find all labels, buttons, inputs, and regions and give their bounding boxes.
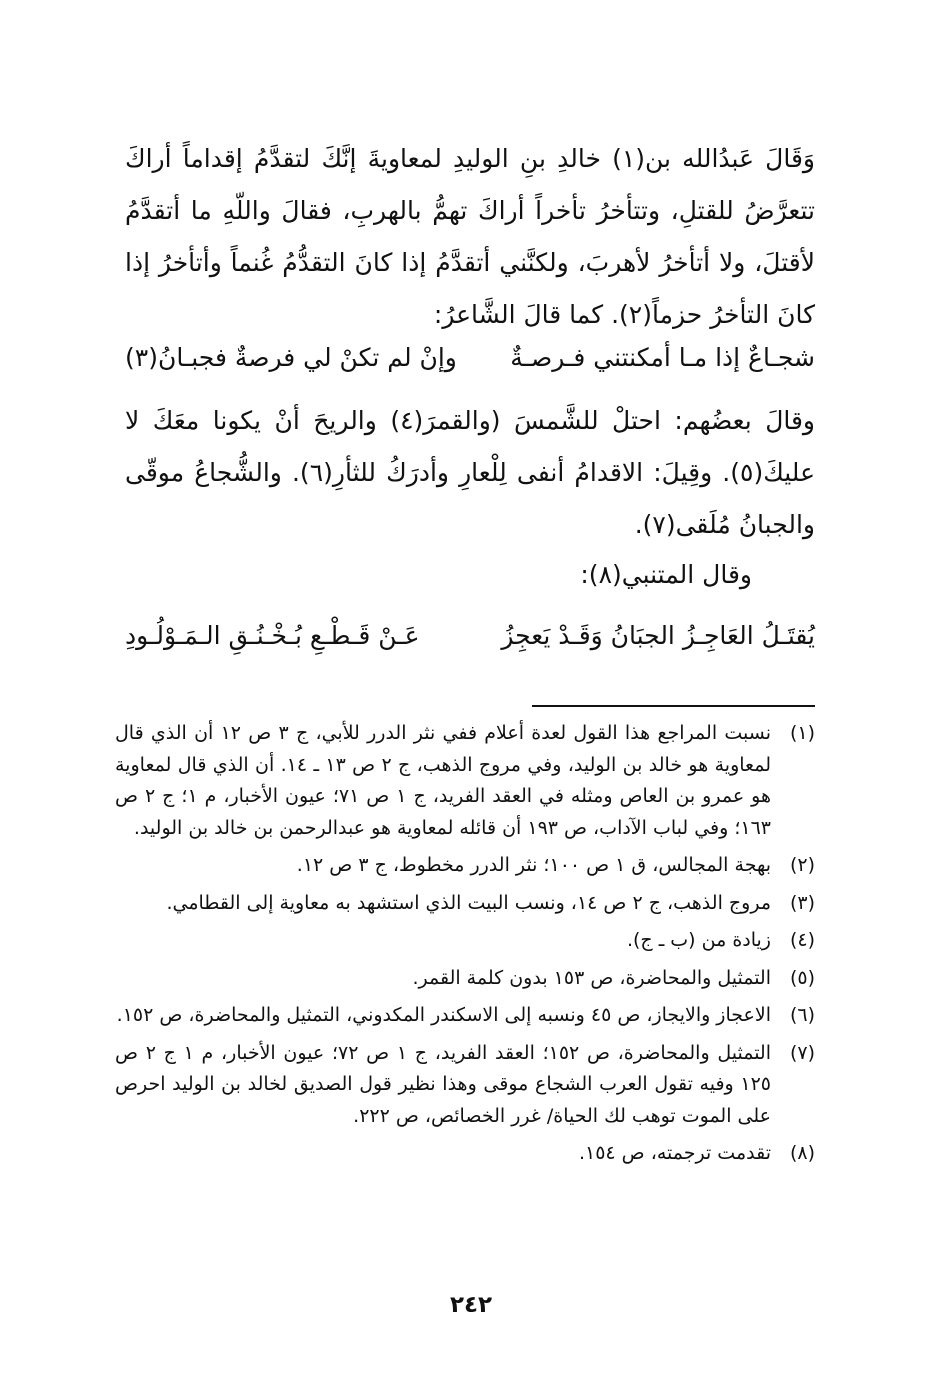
footnote-text: نسبت المراجع هذا القول لعدة أعلام ففي نثر الدرر للأبي، ج ٣ ص ١٢ أن الذي قال لمعاوية هو خالد بن الوليد، وفي مروج الذهب، ج ٢ ص ١٣ ـ ١٤. أن الذي قال لمعاوية هو عمرو بن العاص ومثله في العقد الفريد، ج ١ ص ٧١؛ عيون الأخبار، م ١؛ ج ٢ ص ١٦٣؛ وفي لباب الآداب، ص ١٩٣ أن قائله لمعاوية هو عبدالرحمن بن خالد بن الوليد. (115, 722, 771, 839)
footnote-text: التمثيل والمحاضرة، ص ١٥٣ بدون كلمة القمر. (412, 966, 771, 989)
paragraph-khalid-quote: وَقَالَ عَبدُالله بن(١) خالدِ بنِ الوليدِ لمعاويةَ إنَّكَ لتقدَّمُ إقداماً أراكَ تتعرَّضُ للقتلِ، وتتأخرُ تأخراً أراكَ تهمُّ بالهربِ، فقالَ واللّهِ ما أتقدَّمُ لأقتلَ، ولا أتأخرُ لأهربَ، ولكنَّني أتقدَّمُ إذا كانَ التقدُّمُ غُنماً وأتأخرُ إذا كانَ التأخرُ حزماً(٢). كما قالَ الشَّاعرُ: (125, 144, 815, 329)
footnote-number: (١) (789, 722, 815, 744)
footnote-text: بهجة المجالس، ق ١ ص ١٠٠؛ نثر الدرر مخطوط، ج ٣ ص ١٢. (296, 854, 771, 876)
footnote-number: (٦) (789, 1004, 815, 1026)
footnote-text: التمثيل والمحاضرة، ص ١٥٢؛ العقد الفريد، ج ١ ص ٧٢؛ عيون الأخبار، م ١ ج ٢ ص ١٢٥ وفيه تقول العرب الشجاع موقى وهذا نظير قول الصديق لخالد بن الوليد احرص على الموت توهب لك الحياة/ غرر الخصائص، ص ٢٢٢. (115, 1041, 771, 1127)
footnote-text: مروج الذهب، ج ٢ ص ١٤، ونسب البيت الذي استشهد به معاوية إلى القطامي. (166, 891, 771, 914)
poem-verse-1-second-hemistich: وإنْ لم تكنْ لي فرصةٌ فجبـانُ(٣) (125, 343, 457, 372)
paragraph-sayings: وقالَ بعضُهم: احتلْ للشَّمسَ (والقمرَ(٤) والريحَ أنْ يكونا معَكَ لا عليكَ(٥). وقِيلَ: الاقدامُ أنفى لِلْعارِ وأدرَكُ للثأرِ(٦). والشُّجاعُ موقّى والجبانُ مُلَقى(٧). (125, 406, 815, 539)
footnote-separator-rule (532, 705, 815, 707)
poem-intro-mutanabbi: وقال المتنبي(٨): (580, 560, 752, 589)
footnote-item (115, 1038, 815, 1133)
poem-verse-2-first-hemistich: يُقتَـلُ العَاجِـزُ الجبَانُ وَقَـدْ يَعجِزُ (501, 621, 815, 650)
footnote-item (115, 850, 815, 882)
poem-verse-2-second-hemistich: عَـنْ قَـطْـعِ بُـخْـنُـقِ الـمَـوْلُـودِ (125, 621, 420, 650)
page-number: ٢٤٢ (449, 1292, 493, 1318)
footnote-item (115, 718, 815, 844)
footnote-number: (٧) (789, 1041, 815, 1064)
footnote-item (115, 963, 815, 995)
poem-verse-2 (125, 616, 815, 656)
poem-verse-1-first-hemistich: شجـاعٌ إذا مـا أمكنتني فـرصـةٌ (510, 343, 815, 372)
poem-verse-1 (125, 338, 815, 378)
footnote-text: زيادة من (ب ـ ج). (626, 929, 771, 951)
footnote-number: (٤) (789, 929, 815, 951)
footnote-item (115, 888, 815, 920)
footnotes-section (115, 718, 815, 1176)
footnote-number: (٥) (789, 966, 815, 989)
footnote-item (115, 1138, 815, 1170)
footnote-item (115, 1000, 815, 1032)
footnote-number: (٢) (789, 854, 815, 876)
footnote-text: الاعجاز والايجاز، ص ٤٥ ونسبه إلى الاسكندر المكدوني، التمثيل والمحاضرة، ص ١٥٢. (116, 1004, 771, 1026)
footnote-text: تقدمت ترجمته، ص ١٥٤. (578, 1142, 771, 1164)
footnote-item (115, 925, 815, 957)
footnote-number: (٣) (789, 891, 815, 914)
footnote-number: (٨) (789, 1142, 815, 1164)
